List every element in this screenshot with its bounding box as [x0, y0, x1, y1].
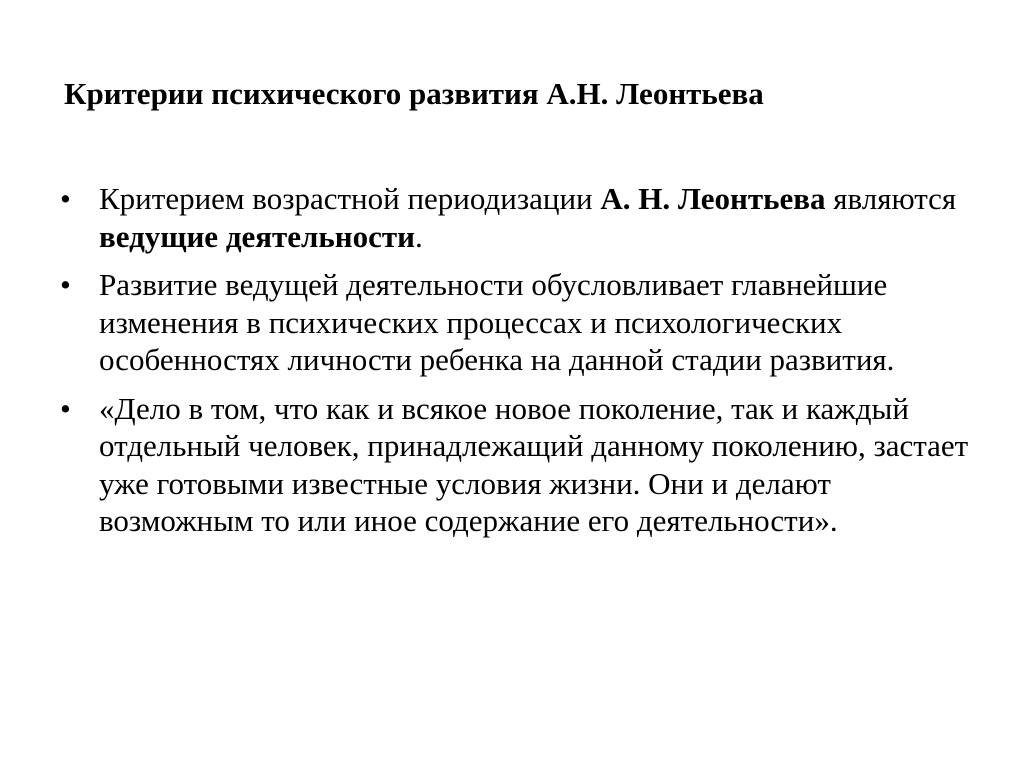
bullet-icon: •	[60, 390, 71, 426]
bullet-item-quote	[60, 390, 980, 540]
slide-title: Критерии психического развития А.Н. Леонтьева	[64, 76, 764, 111]
bullet-icon: •	[60, 267, 71, 302]
bullet-text-part: .	[415, 218, 423, 254]
bullet-item-development	[60, 266, 980, 379]
bullet-list	[60, 180, 980, 551]
quote-text: «Дело в том, что как и всякое новое поколение, так и каждый отдельный человек, принадлежащий данному поколению, застает уже готовыми известные условия жизни. Они и делают возможным то или иное содержание его деятельности».	[99, 390, 969, 538]
author-name-bold: А. Н. Леонтьева	[600, 181, 826, 216]
bullet-icon: •	[60, 181, 71, 216]
leading-activities-bold: ведущие деятельности	[99, 218, 416, 254]
bullet-text-part: являются	[825, 181, 957, 216]
bullet-text-part: Критерием возрастной периодизации	[99, 181, 601, 216]
bullet-text: Развитие ведущей деятельности обусловливает главнейшие изменения в психических процессах и психологических особенностях личности ребенка на данной стадии развития.	[99, 267, 895, 377]
bullet-item-criterion	[60, 180, 980, 255]
